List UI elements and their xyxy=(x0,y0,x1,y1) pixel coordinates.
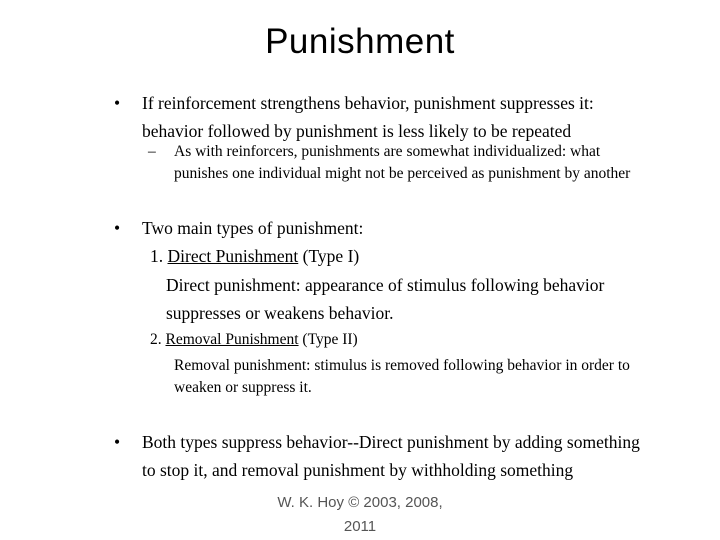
item-suffix: (Type I) xyxy=(302,246,360,266)
bullet-line: Two main types of punishment: xyxy=(142,218,364,238)
bullet-line-2: to stop it, and removal punishment by withholding something xyxy=(142,460,574,480)
bullet-line-2: behavior followed by punishment is less likely to be repeated xyxy=(142,121,572,141)
item-direct-punishment xyxy=(150,242,359,270)
item-number: 2. xyxy=(150,331,162,348)
footer-line-2: 2011 xyxy=(343,518,377,535)
item-heading xyxy=(150,242,359,270)
slide-title: Punishment xyxy=(265,22,455,61)
footer-line-1: W. K. Hoy © 2003, 2008, xyxy=(277,494,443,511)
desc-line-1: Direct punishment: appearance of stimulus following behavior xyxy=(166,275,605,295)
item-number: 1. xyxy=(150,246,164,266)
item-removal-punishment xyxy=(150,329,358,351)
bullet-reinforcement-vs-punishment xyxy=(114,89,594,145)
item-term: Removal Punishment xyxy=(165,331,299,348)
sub-bullet-individualized xyxy=(148,141,631,185)
desc-line-1: Removal punishment: stimulus is removed following behavior in order to xyxy=(174,357,630,374)
bullet-two-types xyxy=(114,214,364,242)
desc-line-2: suppresses or weakens behavior. xyxy=(166,303,394,323)
bullet-marker: • xyxy=(114,218,121,238)
dash-marker: – xyxy=(148,143,156,160)
item-removal-desc xyxy=(174,355,630,399)
item-term: Direct Punishment xyxy=(167,246,299,266)
item-direct-desc xyxy=(166,271,604,327)
bullet-marker: • xyxy=(114,93,121,113)
bullet-marker: • xyxy=(114,432,121,452)
bullet-both-types xyxy=(114,428,640,484)
desc-line-2: weaken or suppress it. xyxy=(174,379,312,396)
sub-bullet-line-2: punishes one individual might not be perceived as punishment by another xyxy=(174,165,631,182)
item-suffix: (Type II) xyxy=(302,331,358,348)
sub-bullet-line-1: As with reinforcers, punishments are somewhat individualized: what xyxy=(174,143,601,160)
footer-copyright xyxy=(250,491,470,539)
bullet-line-1: Both types suppress behavior--Direct punishment by adding something xyxy=(142,432,640,452)
bullet-line-1: If reinforcement strengthens behavior, punishment suppresses it: xyxy=(142,93,594,113)
item-heading xyxy=(150,329,358,351)
